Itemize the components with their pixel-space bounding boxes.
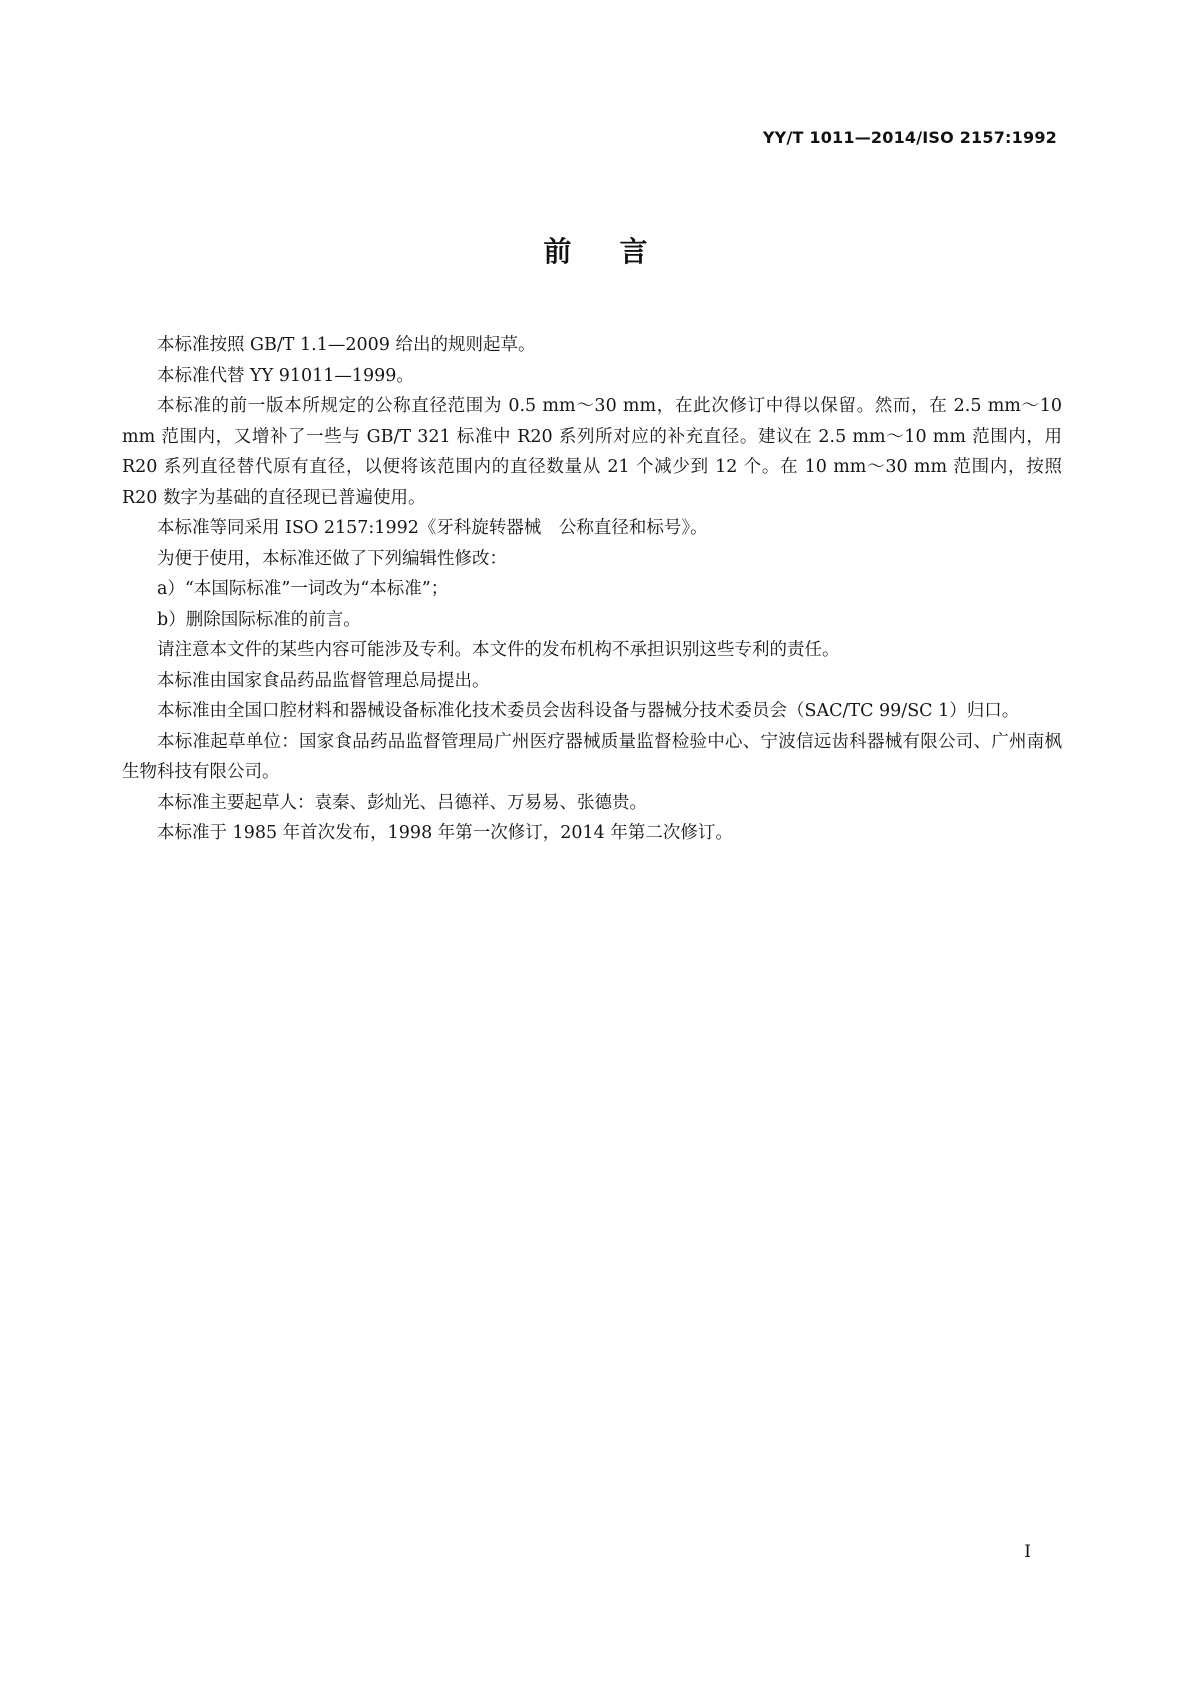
paragraph-patent-notice: 请注意本文件的某些内容可能涉及专利。本文件的发布机构不承担识别这些专利的责任。 [157, 640, 840, 660]
paragraph-proposed-by: 本标准由国家食品药品监督管理总局提出。 [157, 670, 490, 691]
paragraph-technical-committee: 本标准由全国口腔材料和器械设备标准化技术委员会齿科设备与器械分技术委员会（SAC/TC 99/SC 1）归口。 [157, 701, 1020, 721]
paragraph-history: 本标准于 1985 年首次发布，1998 年第一次修订，2014 年第二次修订。 [157, 823, 733, 843]
paragraph-drafting-units: 本标准起草单位：国家食品药品监督管理局广州医疗器械质量监督检验中心、宁波信远齿科器械有限公司、广州南枫生物科技有限公司。 [122, 731, 1062, 782]
paragraph-drafting-rules: 本标准按照 GB/T 1.1—2009 给出的规则起草。 [157, 335, 536, 355]
standard-code-header: YY/T 1011—2014/ISO 2157:1992 [762, 128, 1057, 147]
foreword-body [122, 330, 1062, 849]
paragraph-replaces: 本标准代替 YY 91011—1999。 [157, 365, 414, 386]
paragraph-iso-adoption: 本标准等同采用 ISO 2157:1992《牙科旋转器械 公称直径和标号》。 [157, 518, 708, 538]
list-item-b: b）删除国际标准的前言。 [157, 609, 361, 630]
page-title: 前言 [543, 235, 696, 268]
paragraph-drafters: 本标准主要起草人：袁秦、彭灿光、吕德祥、万易易、张德贵。 [157, 792, 647, 813]
paragraph-diameter-range: 本标准的前一版本所规定的公称直径范围为 0.5 mm～30 mm，在此次修订中得以保留。然而，在 2.5 mm～10 mm 范围内，又增补了一些与 GB/T 321 标准中 R20 系列所对应的补充直径。建议在 2.5 mm～10 mm 范围内，用 R20 系列直径替代原有直径，以便将该范围内的直径数量从 21 个减少到 12 个。在 10 mm～30 mm 范围内，按照 R20 数字为基础的直径现已普遍使用。 [122, 396, 1062, 508]
paragraph-editorial-changes: 为便于使用，本标准还做了下列编辑性修改： [157, 548, 507, 569]
list-item-a: a）“本国际标准”一词改为“本标准”； [157, 579, 449, 599]
page-number: I [1024, 1542, 1031, 1562]
